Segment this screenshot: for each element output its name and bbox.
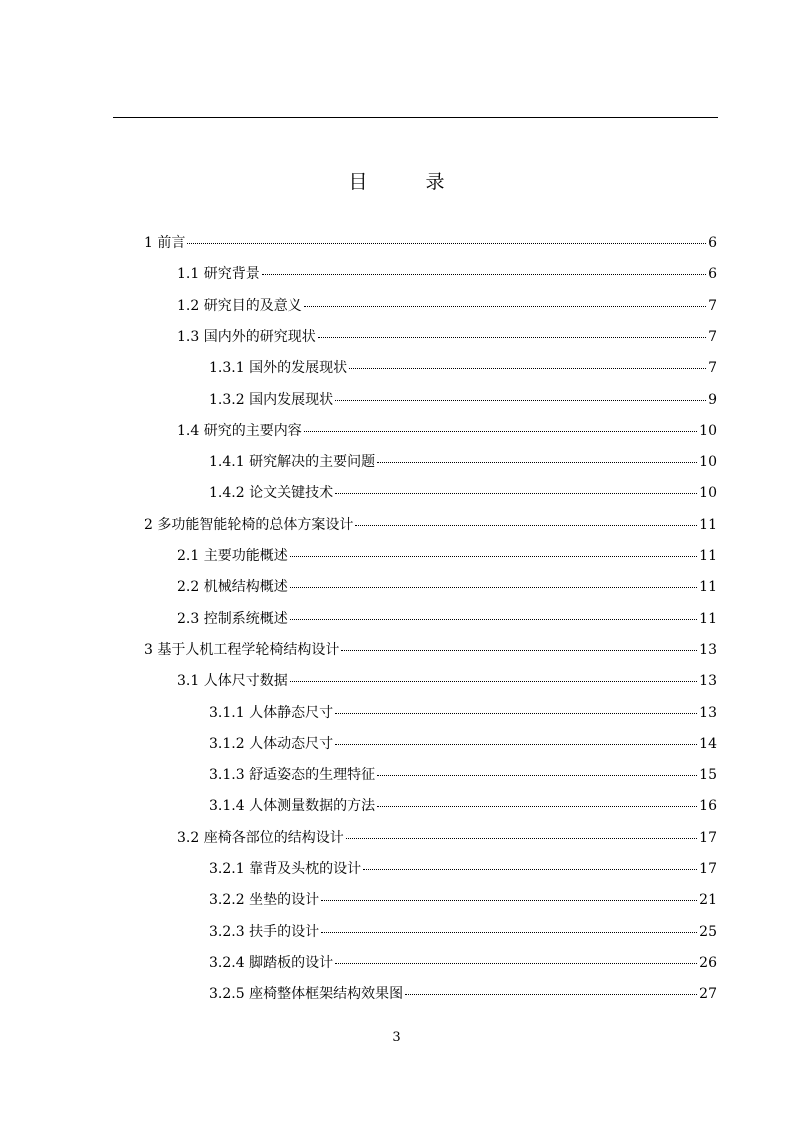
toc-entry-page: 10 bbox=[699, 454, 717, 470]
dot-leader bbox=[304, 431, 697, 432]
dot-leader bbox=[341, 650, 697, 651]
toc-entry-label: 3.2.2 坐垫的设计 bbox=[209, 892, 320, 908]
toc-entry-label: 1.3.2 国内发展现状 bbox=[209, 392, 334, 408]
toc-entry-page: 11 bbox=[699, 579, 717, 595]
dot-leader bbox=[335, 493, 697, 494]
toc-entry-page: 16 bbox=[699, 798, 717, 814]
dot-leader bbox=[349, 368, 706, 369]
toc-entry-label: 3.2 座椅各部位的结构设计 bbox=[177, 830, 344, 846]
toc-entry[interactable] bbox=[177, 259, 717, 290]
dot-leader bbox=[335, 963, 697, 964]
page-title: 目 录 bbox=[348, 171, 471, 193]
toc-entry-page: 11 bbox=[699, 548, 717, 564]
toc-entry-page: 6 bbox=[708, 235, 717, 251]
toc-entry-label: 1.3.1 国外的发展现状 bbox=[209, 360, 348, 376]
toc-entry[interactable] bbox=[177, 666, 717, 697]
toc-entry-label: 3 基于人机工程学轮椅结构设计 bbox=[144, 642, 340, 658]
toc-entry[interactable] bbox=[177, 416, 717, 447]
toc-entry-page: 25 bbox=[699, 924, 717, 940]
dot-leader bbox=[318, 337, 706, 338]
toc-entry-label: 3.2.1 靠背及头枕的设计 bbox=[209, 861, 362, 877]
toc-entry[interactable] bbox=[209, 353, 717, 384]
toc-entry[interactable] bbox=[209, 385, 717, 416]
dot-leader bbox=[304, 306, 706, 307]
toc-entry-label: 3.1.1 人体静态尺寸 bbox=[209, 705, 334, 721]
dot-leader bbox=[377, 806, 697, 807]
toc-entry[interactable] bbox=[177, 823, 717, 854]
toc-entry-page: 10 bbox=[699, 423, 717, 439]
toc-entry-label: 1.4 研究的主要内容 bbox=[177, 423, 302, 439]
toc-entry-label: 3.1.2 人体动态尺寸 bbox=[209, 736, 334, 752]
toc-entry-page: 6 bbox=[708, 266, 717, 282]
toc-entry-label: 1.3 国内外的研究现状 bbox=[177, 329, 316, 345]
dot-leader bbox=[363, 869, 697, 870]
toc-entry-label: 2.2 机械结构概述 bbox=[177, 579, 288, 595]
dot-leader bbox=[290, 619, 697, 620]
toc-entry[interactable] bbox=[177, 604, 717, 635]
toc-entry[interactable] bbox=[209, 791, 717, 822]
toc-entry[interactable] bbox=[209, 447, 717, 478]
toc-entry-page: 17 bbox=[699, 830, 717, 846]
dot-leader bbox=[290, 587, 697, 588]
dot-leader bbox=[346, 838, 697, 839]
toc-entry[interactable] bbox=[209, 698, 717, 729]
dot-leader bbox=[321, 932, 697, 933]
toc-entry[interactable] bbox=[209, 917, 717, 948]
toc-entry[interactable] bbox=[177, 572, 717, 603]
toc-entry-label: 3.1.4 人体测量数据的方法 bbox=[209, 798, 376, 814]
header-rule bbox=[113, 117, 718, 118]
dot-leader bbox=[290, 556, 697, 557]
dot-leader bbox=[335, 744, 697, 745]
toc-entry-label: 1.1 研究背景 bbox=[177, 266, 260, 282]
dot-leader bbox=[377, 462, 697, 463]
toc-entry-page: 11 bbox=[699, 611, 717, 627]
page-number: 3 bbox=[392, 1030, 401, 1045]
toc-entry-page: 17 bbox=[699, 861, 717, 877]
toc-entry-page: 9 bbox=[708, 392, 717, 408]
dot-leader bbox=[321, 900, 697, 901]
toc-entry[interactable] bbox=[209, 854, 717, 885]
toc-entry[interactable] bbox=[144, 510, 717, 541]
toc-entry-page: 10 bbox=[699, 485, 717, 501]
toc-entry-label: 3.2.3 扶手的设计 bbox=[209, 924, 320, 940]
toc-entry-page: 13 bbox=[699, 705, 717, 721]
dot-leader bbox=[187, 243, 706, 244]
toc-entry-page: 7 bbox=[708, 298, 717, 314]
toc-entry-label: 1 前言 bbox=[144, 235, 186, 251]
dot-leader bbox=[405, 994, 697, 995]
toc-entry-page: 15 bbox=[699, 767, 717, 783]
toc-entry[interactable] bbox=[209, 729, 717, 760]
dot-leader bbox=[335, 713, 697, 714]
toc-entry-label: 2.3 控制系统概述 bbox=[177, 611, 288, 627]
toc-entry[interactable] bbox=[209, 885, 717, 916]
toc-entry-label: 2 多功能智能轮椅的总体方案设计 bbox=[144, 517, 354, 533]
toc-entry[interactable] bbox=[177, 291, 717, 322]
toc-entry-page: 21 bbox=[699, 892, 717, 908]
toc-entry[interactable] bbox=[209, 478, 717, 509]
toc-entry-label: 1.4.2 论文关键技术 bbox=[209, 485, 334, 501]
toc-entry-label: 2.1 主要功能概述 bbox=[177, 548, 288, 564]
toc-entry-page: 13 bbox=[699, 673, 717, 689]
toc-entry-page: 7 bbox=[708, 360, 717, 376]
toc-entry-label: 3.1 人体尺寸数据 bbox=[177, 673, 288, 689]
dot-leader bbox=[377, 775, 697, 776]
toc-entry[interactable] bbox=[209, 760, 717, 791]
toc-entry-label: 3.1.3 舒适姿态的生理特征 bbox=[209, 767, 376, 783]
toc-entry-label: 3.2.5 座椅整体框架结构效果图 bbox=[209, 986, 404, 1002]
toc-entry-label: 1.2 研究目的及意义 bbox=[177, 298, 302, 314]
toc-entry[interactable] bbox=[209, 979, 717, 1010]
dot-leader bbox=[290, 681, 697, 682]
toc-entry-page: 13 bbox=[699, 642, 717, 658]
toc-entry-page: 11 bbox=[699, 517, 717, 533]
toc-entry[interactable] bbox=[209, 948, 717, 979]
toc-entry-page: 14 bbox=[699, 736, 717, 752]
dot-leader bbox=[262, 274, 706, 275]
toc-entry-label: 1.4.1 研究解决的主要问题 bbox=[209, 454, 376, 470]
toc-entry-label: 3.2.4 脚踏板的设计 bbox=[209, 955, 334, 971]
toc-entry[interactable] bbox=[177, 541, 717, 572]
toc-entry-page: 26 bbox=[699, 955, 717, 971]
dot-leader bbox=[335, 400, 706, 401]
toc-entry[interactable] bbox=[144, 228, 717, 259]
toc-entry-page: 7 bbox=[708, 329, 717, 345]
toc-entry[interactable] bbox=[144, 635, 717, 666]
toc-entry[interactable] bbox=[177, 322, 717, 353]
dot-leader bbox=[355, 525, 697, 526]
toc-entry-page: 27 bbox=[699, 986, 717, 1002]
